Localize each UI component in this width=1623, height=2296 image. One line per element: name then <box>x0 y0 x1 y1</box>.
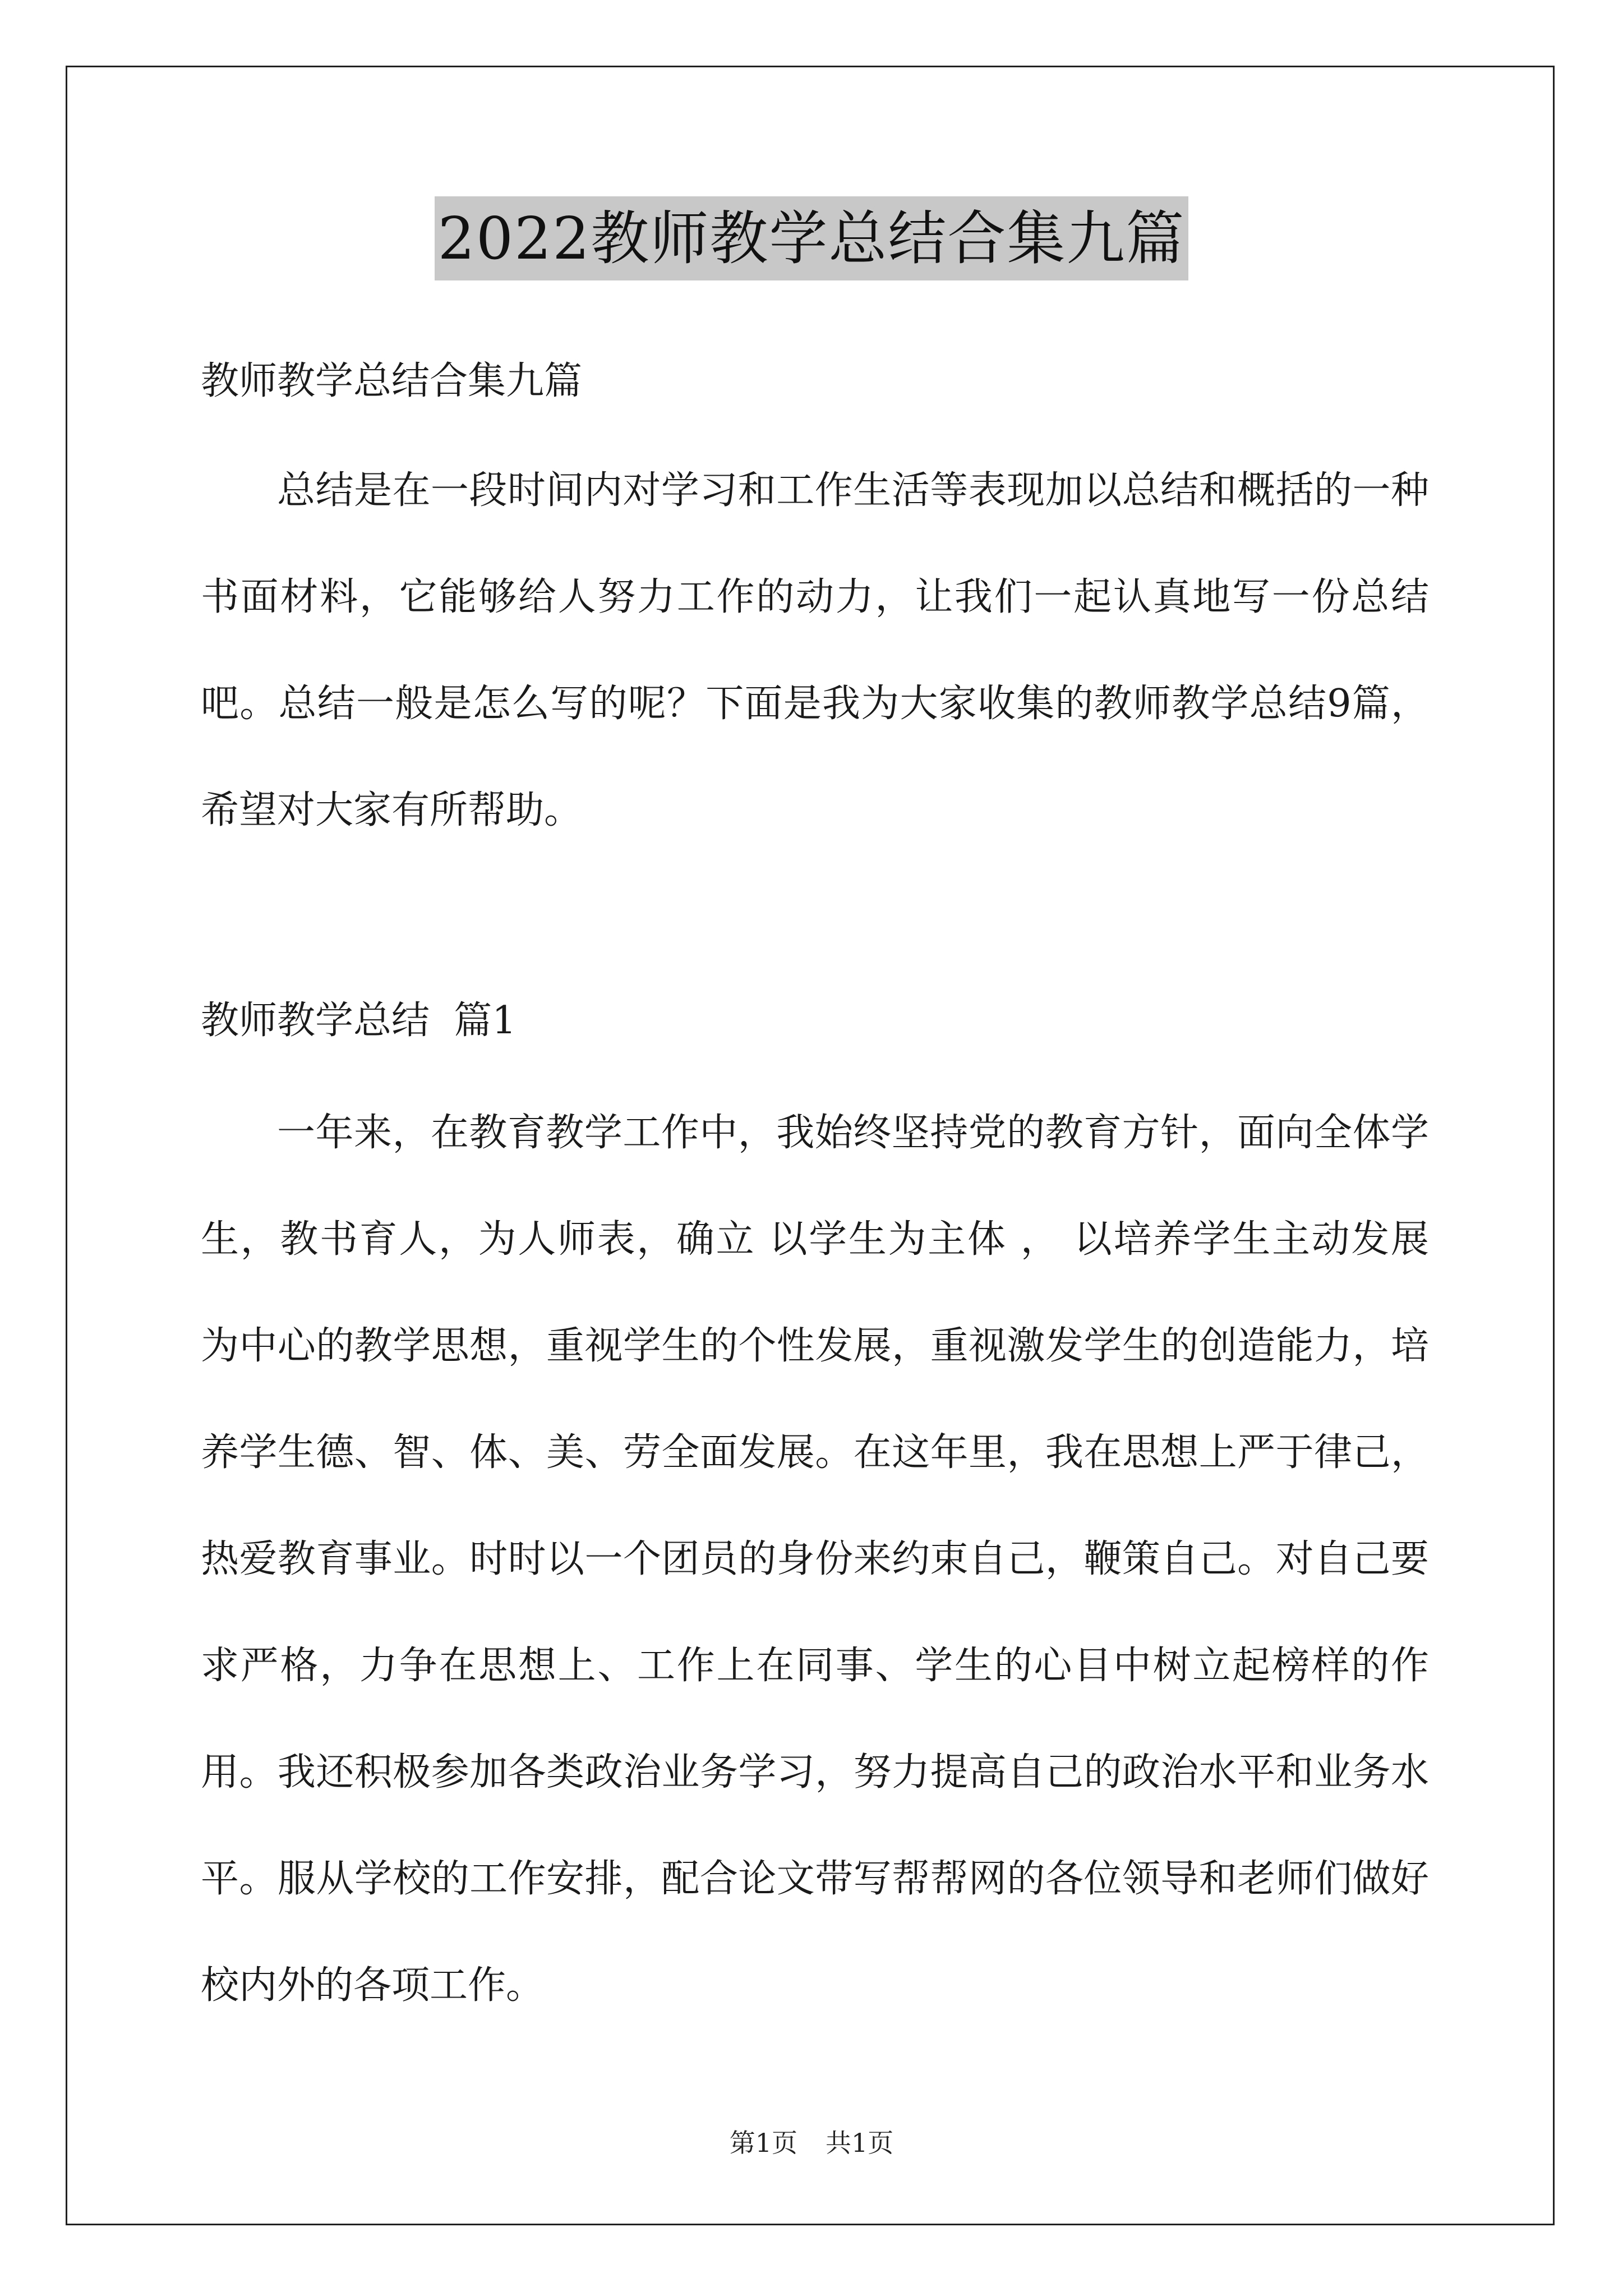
page-footer <box>0 2126 1623 2160</box>
section-paragraph-1: 一年来，在教育教学工作中，我始终坚持党的教育方针，面向全体学生，教书育人，为人师表，确立 以学生为主体 ， 以培养学生主动发展 为中心的教学思想，重视学生的个性发展，重视激发学生的创造能力，培养学生德、智、体、美、劳全面发展。在这年里，我在思想上严于律己，热爱教育事业。时时以一个团员的身份来约束自己，鞭策自己。对自己要求严格，力争在思想上、工作上在同事、学生的心目中树立起榜样的作用。我还积极参加各类政治业务学习，努力提高自己的政治水平和业务水平。服从学校的工作安排，配合论文带写帮帮网的各位领导和老师们做好校内外的各项工作。 <box>201 1111 1429 2008</box>
section-heading-1: 教师教学总结 篇1 <box>201 999 517 1043</box>
document-title: 2022教师教学总结合集九篇 <box>435 196 1189 280</box>
intro-paragraph: 总结是在一段时间内对学习和工作生活等表现加以总结和概括的一种书面材料，它能够给人努力工作的动力，让我们一起认真地写一份总结吧。总结一般是怎么写的呢？下面是我为大家收集的教师教学总结9篇，希望对大家有所帮助。 <box>201 468 1429 832</box>
document-subtitle: 教师教学总结合集九篇 <box>201 359 583 403</box>
page-total: 共1页 <box>826 2128 894 2158</box>
title-container <box>0 196 1623 280</box>
page-number: 第1页 <box>729 2128 797 2158</box>
